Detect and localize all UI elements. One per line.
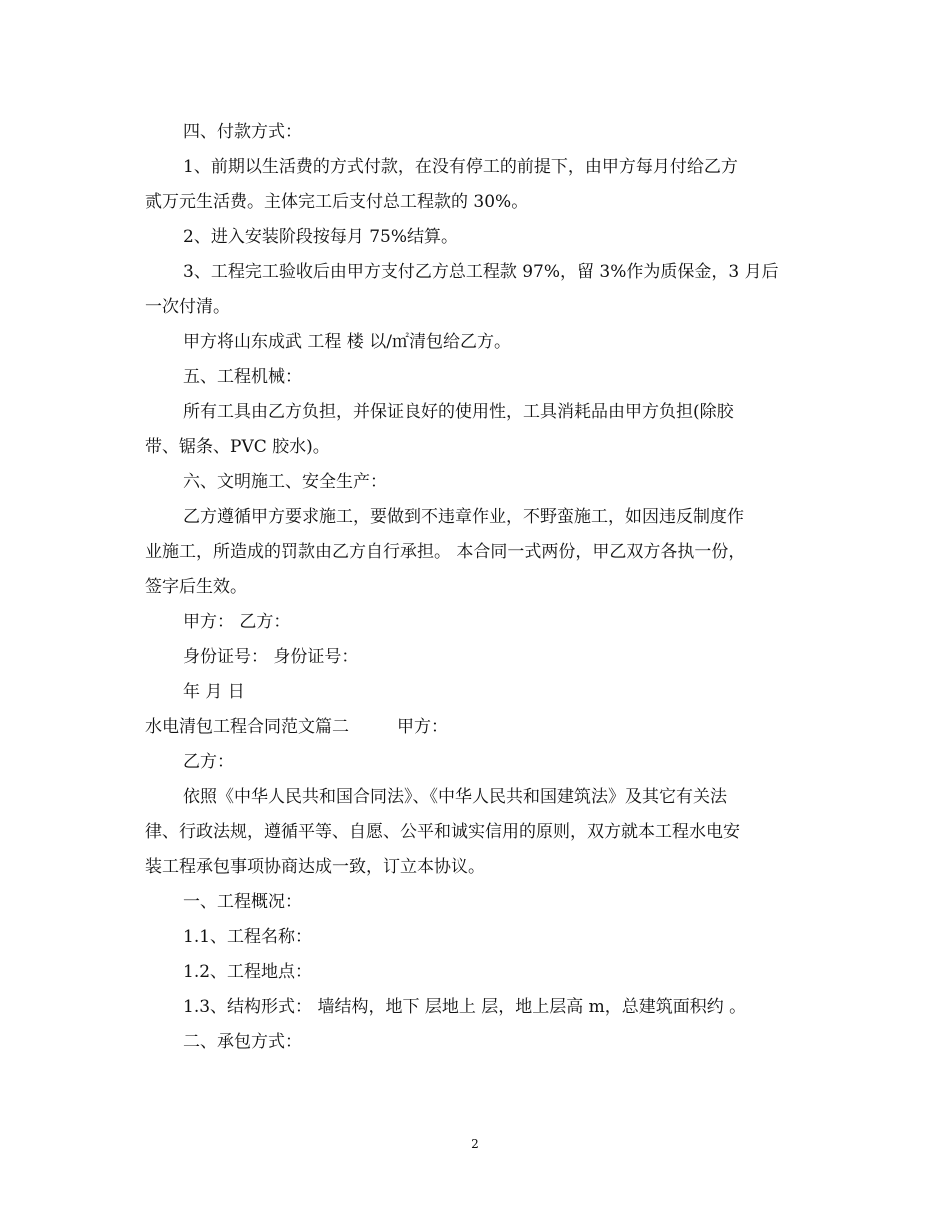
paragraph-line: 甲方将山东成武 工程 楼 以/㎡清包给乙方。 (183, 332, 511, 352)
section-heading-overview: 一、工程概况： (183, 892, 302, 912)
paragraph-line: 所有工具由乙方负担，并保证良好的使用性，工具消耗品由甲方负担(除胶 (183, 402, 734, 422)
paragraph-line: 签字后生效。 (145, 577, 247, 597)
paragraph-line: 贰万元生活费。主体完工后支付总工程款的 30%。 (145, 192, 529, 212)
signature-date: 年 月 日 (183, 682, 245, 702)
section-heading-payment: 四、付款方式： (183, 122, 302, 142)
paragraph-line: 业施工，所造成的罚款由乙方自行承担。 本合同一式两份，甲乙双方各执一份， (145, 542, 746, 562)
page-number: 2 (471, 1137, 479, 1151)
section-heading-contracting: 二、承包方式： (183, 1032, 302, 1052)
paragraph-line: 3、工程完工验收后由甲方支付乙方总工程款 97%，留 3%作为质保金，3 月后 (183, 262, 779, 282)
paragraph-line: 带、锯条、PVC 胶水)。 (145, 437, 330, 457)
paragraph-line: 依照《中华人民共和国合同法》、《中华人民共和国建筑法》及其它有关法 (183, 787, 727, 807)
party-b-label: 乙方： (183, 752, 234, 772)
signature-parties: 甲方： 乙方： (183, 612, 291, 632)
paragraph-line: 律、行政法规，遵循平等、自愿、公平和诚实信用的原则，双方就本工程水电安 (145, 822, 740, 842)
signature-id-numbers: 身份证号： 身份证号： (183, 647, 359, 667)
document-body (145, 115, 805, 1060)
section-heading-machinery: 五、工程机械： (183, 367, 302, 387)
section-heading-safety: 六、文明施工、安全生产： (183, 472, 387, 492)
paragraph-line: 装工程承包事项协商达成一致，订立本协议。 (145, 857, 485, 877)
paragraph-line: 1.2、工程地点： (183, 962, 313, 982)
paragraph-line: 一次付清。 (145, 297, 230, 317)
paragraph-line: 乙方遵循甲方要求施工，要做到不违章作业，不野蛮施工，如因违反制度作 (183, 507, 744, 527)
contract-title-line (145, 710, 805, 745)
party-a-label: 甲方： (397, 717, 448, 737)
paragraph-line: 1、前期以生活费的方式付款，在没有停工的前提下，由甲方每月付给乙方 (183, 157, 738, 177)
contract-title: 水电清包工程合同范文篇二 (145, 717, 349, 737)
paragraph-line: 1.1、工程名称： (183, 927, 313, 947)
paragraph-line: 2、进入安装阶段按每月 75%结算。 (183, 227, 459, 247)
paragraph-line: 1.3、结构形式： 墙结构，地下 层地上 层，地上层高 m，总建筑面积约 。 (183, 997, 747, 1017)
